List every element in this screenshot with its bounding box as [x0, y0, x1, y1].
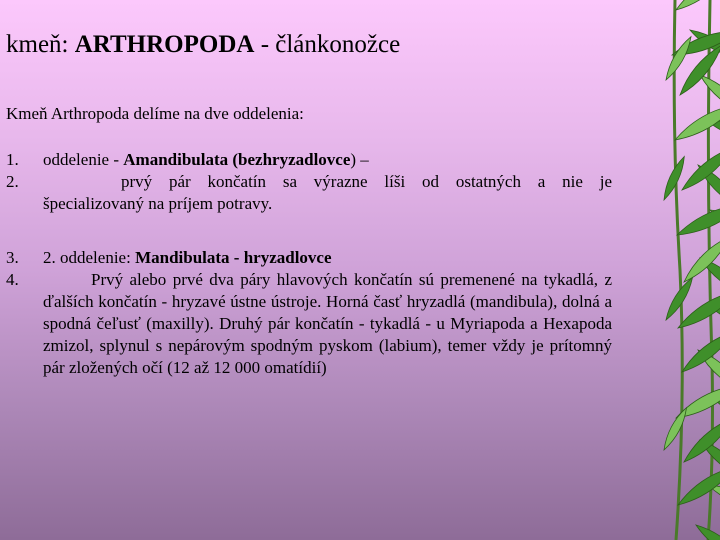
bamboo-leaves-decoration [580, 0, 720, 540]
item-heading [43, 247, 612, 269]
item-numbers [6, 149, 36, 193]
heading-bold: Amandibulata (bezhryzadlovce [123, 150, 351, 169]
item-line: špecializovaný na príjem potravy. [43, 194, 273, 213]
item-number: 4. [6, 270, 19, 289]
slide-title [6, 28, 586, 62]
bamboo-leaf-icon [674, 199, 720, 241]
item-heading [43, 149, 612, 171]
bamboo-leaf-icon [680, 233, 720, 286]
item-number: 3. [6, 248, 19, 267]
item-text [43, 149, 612, 215]
bamboo-leaf-icon [673, 0, 720, 14]
item-numbers [6, 247, 36, 291]
bamboo-leaf-icon [672, 100, 720, 146]
item-text [43, 247, 612, 379]
title-prefix: kmeň: [6, 31, 75, 58]
item-line: prvý pár končatín sa výrazne líši od ostatných a nie je [121, 172, 612, 191]
bamboo-leaf-icon [660, 406, 690, 452]
title-suffix: - článkonožce [254, 31, 401, 58]
intro-text: Kmeň Arthropoda delíme na dve oddelenia: [6, 104, 304, 123]
heading-prefix: oddelenie - [43, 150, 124, 169]
heading-bold: Mandibulata - hryzadlovce [135, 248, 332, 267]
item-number: 1. [6, 150, 19, 169]
heading-prefix: 2. oddelenie: [43, 248, 136, 267]
item-number: 2. [6, 172, 19, 191]
heading-suffix: ) – [350, 150, 369, 169]
item-body: Prvý alebo prvé dva páry hlavových končatín sú premenené na tykadlá, z ďalších končatín - hryzavé ústne ústroje. Horná časť hryzadlá (mandibula), dolná a spodná čeľusť (maxilly). Druhý pár končatín - tykadlá - u Myriapoda a Hexapoda zmizol, splynul s nepárovým spodným pyskom (labium), temer vždy je prítomný pár zložených očí (12 až 12 000 omatídií) [43, 270, 612, 377]
list-item-mandibulata [6, 247, 612, 417]
title-bold: ARTHROPODA [74, 31, 255, 58]
bamboo-leaf-icon [693, 521, 720, 540]
list-item-amandibulata [6, 149, 612, 221]
